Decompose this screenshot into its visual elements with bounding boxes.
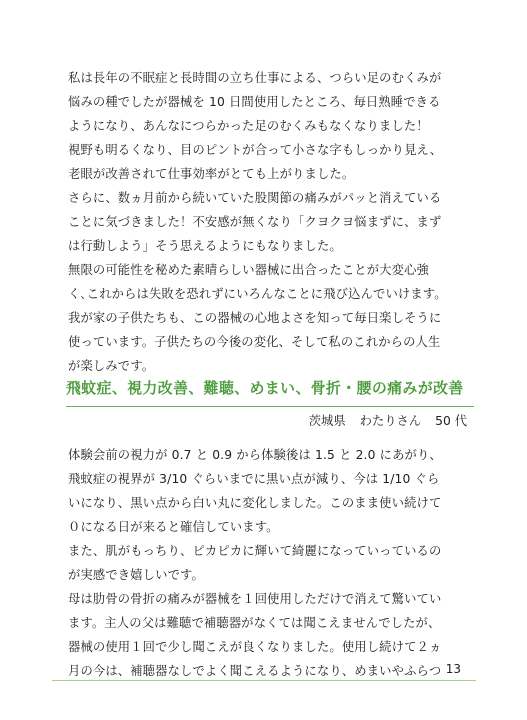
- text-line: が実感でき嬉しいです。: [68, 568, 204, 582]
- story2-attribution: [309, 409, 467, 433]
- story2-paragraph-1: [68, 443, 468, 539]
- text-line: ようになり、あんなにつらかった足のむくみもなくなりました！: [68, 119, 429, 133]
- text-line: は行動しよう」そう思えるようにもなりました。: [68, 239, 342, 253]
- text-line: 老眼が改善されて仕事効率がとても上がりました。: [68, 167, 355, 181]
- text-line: 悩みの種でしたが器械を 10 日間使用したところ、毎日熟睡できる: [68, 95, 441, 109]
- text-line: 私は長年の不眠症と長時間の立ち仕事による、つらい足のむくみが: [68, 71, 442, 85]
- text-line: 体験会前の視力が 0.7 と 0.9 から体験後は 1.5 と 2.0 にあがり、: [68, 448, 442, 462]
- story2-paragraph-3: [68, 587, 468, 683]
- text-line: ０になる日が来ると確信しています。: [68, 520, 279, 534]
- text-line: 使っています。子供たちの今後の変化、そして私のこれからの人生: [68, 335, 441, 349]
- author-name: わたりさん: [359, 414, 422, 428]
- text-line: さらに、数ヵ月前から続いていた股関節の痛みがパッと消えている: [68, 191, 442, 205]
- text-line: 飛蚊症の視界が 3/10 ぐらいまでに黒い点が減り、今は 1/10 ぐら: [68, 472, 440, 486]
- text-line: ます。主人の父は難聴で補聴器がなくては聞こえませんでしたが、: [68, 616, 441, 630]
- story1-paragraph-2: [68, 138, 468, 186]
- story1-paragraph-1: [68, 66, 468, 138]
- text-line: また、肌がもっちり、ピカピカに輝いて綺麗になっていっているの: [68, 544, 442, 558]
- story2-heading: 飛蚊症、視力改善、難聴、めまい、骨折・腰の痛みが改善: [66, 380, 464, 397]
- text-line: 器械の使用１回で少し聞こえが良くなりました。使用し続けて２ヵ: [68, 640, 442, 654]
- text-line: ことに気づきました！不安感が無くなり「クヨクヨ悩まずに、まず: [68, 215, 442, 229]
- text-line: 無限の可能性を秘めた素晴らしい器械に出合ったことが大変心強: [68, 263, 429, 277]
- text-line: が楽しみです。: [68, 359, 155, 373]
- author-age: 50 代: [435, 414, 467, 428]
- text-line: 視野も明るくなり、目のピントが合って小さな字もしっかり見え、: [68, 143, 443, 157]
- page-number: 13: [445, 662, 461, 676]
- text-line: 母は肋骨の骨折の痛みが器械を１回使用しただけで消えて驚いてい: [68, 592, 442, 606]
- story1-paragraph-4: [68, 258, 468, 306]
- author-location: 茨城県: [308, 414, 346, 428]
- text-line: 月の今は、補聴器なしでよく聞こえるようになり、めまいやふらつ: [68, 664, 442, 678]
- footer-rule: [52, 680, 476, 681]
- story1-paragraph-5: [68, 306, 468, 378]
- text-line: いになり、黒い点から白い丸に変化しました。このまま使い続けて: [68, 496, 442, 510]
- story1-paragraph-3: [68, 186, 468, 258]
- text-line: 我が家の子供たちも、この器械の心地よさを知って毎日楽しそうに: [68, 311, 442, 325]
- story2-paragraph-2: [68, 539, 468, 587]
- text-line: く､これからは失敗を恐れずにいろんなことに飛び込んでいけます。: [68, 287, 447, 301]
- heading-underline: [66, 406, 474, 407]
